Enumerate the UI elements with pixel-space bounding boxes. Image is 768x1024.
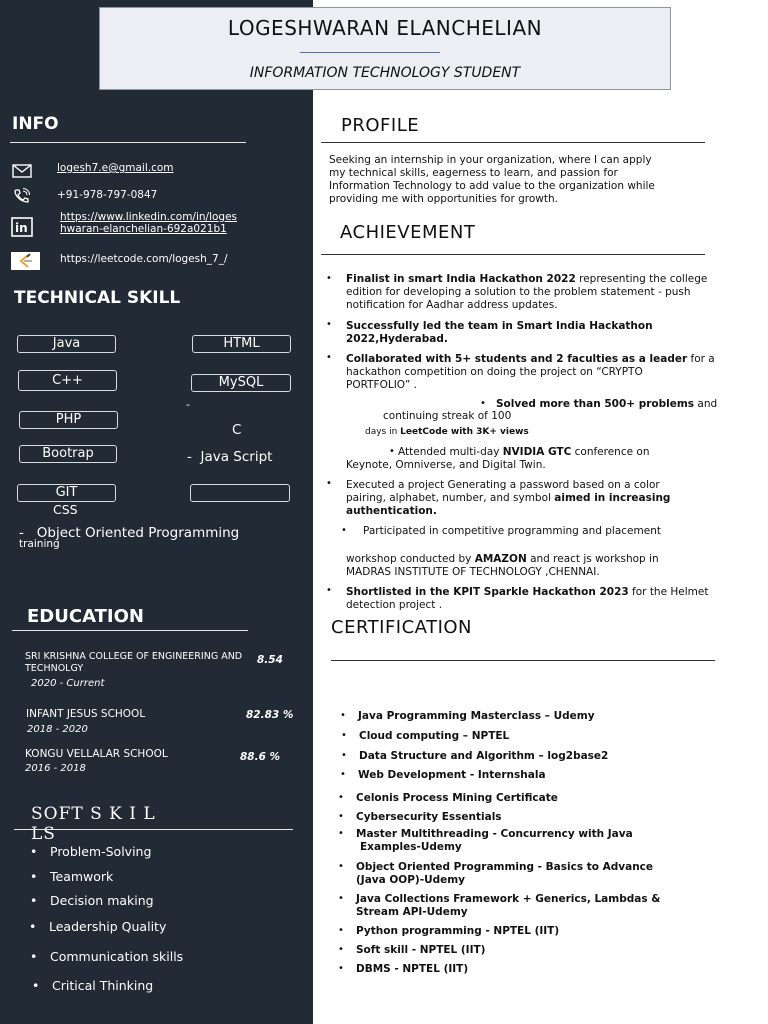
technical-skill-heading: TECHNICAL SKILL bbox=[14, 288, 181, 308]
achievement-bold: Collaborated with 5+ students and 2 faculties as a leader bbox=[346, 353, 688, 365]
cert-item: Python programming - NPTEL (IIT) bbox=[356, 925, 560, 937]
bullet-icon: • bbox=[341, 750, 347, 761]
achievement-heading: ACHIEVEMENT bbox=[340, 222, 476, 243]
bullet-icon: • bbox=[338, 963, 344, 974]
profile-heading: PROFILE bbox=[341, 115, 420, 136]
cert-item: Data Structure and Algorithm – log2base2 bbox=[359, 750, 609, 762]
skill-git: GIT bbox=[17, 484, 116, 502]
achievement-text: workshop conducted by bbox=[346, 553, 475, 565]
achievement-text: and react js workshop in bbox=[526, 553, 659, 565]
skill-css: CSS bbox=[53, 502, 78, 517]
skill-dash: - bbox=[187, 449, 192, 465]
soft-skill-item: • Problem-Solving bbox=[30, 844, 152, 859]
bullet-icon: • bbox=[341, 730, 347, 741]
achievement-item bbox=[346, 273, 707, 312]
achievement-text: Attended multi-day bbox=[398, 446, 503, 458]
email-link[interactable]: logesh7.e@gmail.com bbox=[57, 162, 174, 174]
achievement-item bbox=[346, 353, 715, 392]
edu-school-3: KONGU VELLALAR SCHOOL bbox=[25, 748, 168, 760]
cert-item: Cybersecurity Essentials bbox=[356, 811, 502, 823]
bullet-icon: • bbox=[338, 828, 344, 839]
edu-score-2: 82.83 % bbox=[246, 709, 294, 721]
bullet-icon: • bbox=[480, 398, 486, 409]
leetcode-icon bbox=[11, 252, 40, 270]
education-heading: EDUCATION bbox=[27, 606, 144, 627]
achievement-text: Executed a project Generating a password based on a color bbox=[346, 479, 660, 491]
soft-skill-label: Leadership Quality bbox=[49, 919, 167, 934]
skill-c: C bbox=[232, 422, 242, 438]
achievement-item bbox=[398, 446, 649, 459]
linkedin-link[interactable] bbox=[60, 211, 237, 235]
cert-line: (Java OOP)-Udemy bbox=[356, 874, 466, 886]
achievement-bold: Finalist in smart India Hackathon 2022 bbox=[346, 273, 576, 285]
achievement-bold: NVIDIA GTC bbox=[502, 446, 572, 458]
achievement-text: Participated in competitive programming and placement bbox=[363, 525, 661, 537]
achievement-text: days in bbox=[365, 427, 401, 437]
phone-icon bbox=[11, 188, 33, 204]
achievement-text: for the Helmet bbox=[628, 586, 709, 598]
profile-text bbox=[329, 154, 655, 206]
bullet-icon: • bbox=[338, 792, 344, 803]
achievement-text: for a bbox=[687, 353, 715, 365]
achievement-rule bbox=[321, 254, 705, 255]
phone-number: +91-978-797-0847 bbox=[57, 189, 158, 201]
achievement-text: hackathon competition on doing the project on “CRYPTO bbox=[346, 366, 643, 378]
profile-line: Seeking an internship in your organization, where I can apply bbox=[329, 154, 652, 166]
skill-java-script bbox=[187, 449, 272, 465]
edu-school-1 bbox=[25, 651, 242, 674]
linkedin-url-line2: hwaran-elanchelian-692a021b1 bbox=[60, 223, 227, 235]
email-icon bbox=[11, 163, 33, 179]
achievement-bold: AMAZON bbox=[474, 553, 527, 565]
soft-skill-item: • Critical Thinking bbox=[32, 978, 154, 993]
bullet-icon: • bbox=[341, 525, 347, 536]
soft-skill-item: • Communication skills bbox=[30, 949, 184, 964]
soft-skill-label: Problem-Solving bbox=[50, 844, 152, 859]
edu-score-3: 88.6 % bbox=[240, 751, 281, 763]
candidate-role: INFORMATION TECHNOLOGY STUDENT bbox=[249, 65, 521, 81]
soft-skills-heading-line1: SOFT S K I L bbox=[31, 804, 156, 824]
achievement-text: detection project . bbox=[346, 599, 443, 611]
edu-years-1: 2020 - Current bbox=[31, 678, 105, 689]
edu-school-1-line1: SRI KRISHNA COLLEGE OF ENGINEERING AND bbox=[25, 651, 243, 662]
bullet-icon: • bbox=[326, 585, 332, 596]
achievement-bold: LeetCode with 3K+ views bbox=[400, 427, 529, 437]
candidate-name: LOGESHWARAN ELANCHELIAN bbox=[227, 16, 543, 40]
achievement-item bbox=[496, 398, 717, 411]
bullet-icon: • bbox=[326, 273, 332, 284]
cert-item: Web Development - Internshala bbox=[358, 769, 546, 781]
cert-item: Soft skill - NPTEL (IIT) bbox=[356, 944, 486, 956]
achievement-bold: authentication. bbox=[346, 505, 437, 517]
cert-item: Java Programming Masterclass – Udemy bbox=[358, 710, 595, 722]
linkedin-icon bbox=[11, 217, 33, 237]
name-divider bbox=[300, 52, 440, 53]
leetcode-link[interactable]: https://leetcode.com/logesh_7_/ bbox=[60, 253, 228, 265]
bullet-icon: • bbox=[326, 319, 332, 330]
cert-item: Cloud computing – NPTEL bbox=[359, 730, 510, 742]
soft-skill-label: Critical Thinking bbox=[52, 978, 154, 993]
profile-line: Information Technology to add value to the organization while bbox=[329, 180, 655, 192]
bullet-icon: • bbox=[338, 944, 344, 955]
achievement-text: and bbox=[694, 398, 718, 410]
soft-skill-item: • Decision making bbox=[30, 893, 154, 908]
info-heading: INFO bbox=[12, 114, 59, 134]
achievement-text: conference on bbox=[571, 446, 650, 458]
achievement-text: PORTFOLIO” . bbox=[346, 379, 417, 391]
cert-line: Examples-Udemy bbox=[360, 841, 462, 853]
skill-java-script-label: Java Script bbox=[200, 449, 273, 465]
achievement-text: pairing, alphabet, number, and symbol bbox=[346, 492, 555, 504]
achievement-bold: 2022,Hyderabad. bbox=[346, 333, 448, 345]
bullet-icon: • bbox=[340, 710, 346, 721]
cert-item: DBMS - NPTEL (IIT) bbox=[356, 963, 469, 975]
edu-school-2: INFANT JESUS SCHOOL bbox=[26, 708, 146, 720]
bullet-icon: • bbox=[338, 893, 344, 904]
cert-item: Celonis Process Mining Certificate bbox=[356, 792, 558, 804]
skill-java: Java bbox=[17, 335, 116, 353]
cert-item bbox=[356, 861, 653, 887]
achievement-text: edition for developing a solution to the problem statement - push bbox=[346, 286, 691, 298]
achievement-bold: aimed in increasing bbox=[554, 492, 671, 504]
edu-years-2: 2018 - 2020 bbox=[27, 724, 88, 735]
bullet-icon: • bbox=[338, 811, 344, 822]
skill-cpp: C++ bbox=[18, 370, 117, 391]
skill-bootrap: Bootrap bbox=[19, 445, 117, 463]
soft-skills-heading-line2: LS bbox=[31, 824, 56, 844]
cert-line: Java Collections Framework + Generics, Lambdas & bbox=[356, 893, 661, 905]
skill-dash: - bbox=[19, 525, 24, 541]
certification-heading: CERTIFICATION bbox=[331, 617, 473, 638]
edu-score-1: 8.54 bbox=[257, 654, 283, 666]
soft-skill-label: Teamwork bbox=[50, 869, 114, 884]
achievement-text: continuing streak of 100 bbox=[383, 410, 512, 422]
skill-dash: - bbox=[186, 398, 190, 411]
info-rule bbox=[10, 142, 246, 143]
edu-years-3: 2016 - 2018 bbox=[25, 763, 86, 774]
skill-oop-label: Object Oriented Programming bbox=[36, 525, 240, 541]
profile-line: providing me with opportunities for growth. bbox=[329, 193, 558, 205]
bullet-icon: • bbox=[338, 925, 344, 936]
achievement-item bbox=[346, 553, 659, 579]
education-rule bbox=[12, 630, 248, 631]
achievement-item bbox=[346, 479, 670, 518]
skill-training: training bbox=[19, 538, 60, 550]
certification-rule bbox=[331, 660, 715, 661]
skill-mysql: MySQL bbox=[191, 374, 291, 392]
edu-school-1-line2: TECHNOLGY bbox=[25, 663, 84, 674]
skill-php: PHP bbox=[19, 411, 118, 429]
bullet-icon: • bbox=[326, 478, 332, 489]
cert-item bbox=[356, 828, 633, 854]
profile-rule bbox=[321, 142, 705, 143]
achievement-text bbox=[365, 426, 529, 439]
bullet-icon: • bbox=[338, 861, 344, 872]
achievement-text: Keynote, Omniverse, and Digital Twin. bbox=[346, 459, 546, 471]
achievement-text: notification for Aadhar address updates. bbox=[346, 299, 558, 311]
achievement-bold: Solved more than 500+ problems bbox=[496, 398, 695, 410]
achievement-item bbox=[346, 320, 653, 346]
linkedin-url-line1: https://www.linkedin.com/in/loges bbox=[60, 211, 238, 223]
bullet-icon: • bbox=[326, 352, 332, 363]
cert-line: Object Oriented Programming - Basics to Advance bbox=[356, 861, 654, 873]
skill-html: HTML bbox=[192, 335, 291, 353]
header-box bbox=[99, 7, 671, 90]
skill-empty-box bbox=[190, 484, 290, 502]
soft-skills-heading bbox=[31, 804, 156, 844]
achievement-text: MADRAS INSTITUTE OF TECHNOLOGY ,CHENNAI. bbox=[346, 566, 600, 578]
bullet-icon: • bbox=[389, 446, 395, 457]
soft-skill-label: Decision making bbox=[50, 893, 154, 908]
bullet-icon: • bbox=[340, 769, 346, 780]
cert-line: Stream API-Udemy bbox=[356, 906, 468, 918]
svg-text:in: in bbox=[15, 221, 28, 235]
soft-skill-item: • Teamwork bbox=[30, 869, 114, 884]
soft-skill-label: Communication skills bbox=[50, 949, 184, 964]
profile-line: my technical skills, eagerness to learn, and passion for bbox=[329, 167, 618, 179]
soft-skill-item: • Leadership Quality bbox=[29, 919, 167, 934]
achievement-bold: Shortlisted in the KPIT Sparkle Hackathon 2023 bbox=[346, 586, 629, 598]
cert-item bbox=[356, 893, 660, 919]
achievement-bold: Successfully led the team in Smart India Hackathon bbox=[346, 320, 653, 332]
cert-line: Master Multithreading - Concurrency with Java bbox=[356, 828, 633, 840]
achievement-text: representing the college bbox=[575, 273, 708, 285]
soft-skills-rule bbox=[14, 829, 293, 830]
achievement-item bbox=[346, 586, 708, 612]
